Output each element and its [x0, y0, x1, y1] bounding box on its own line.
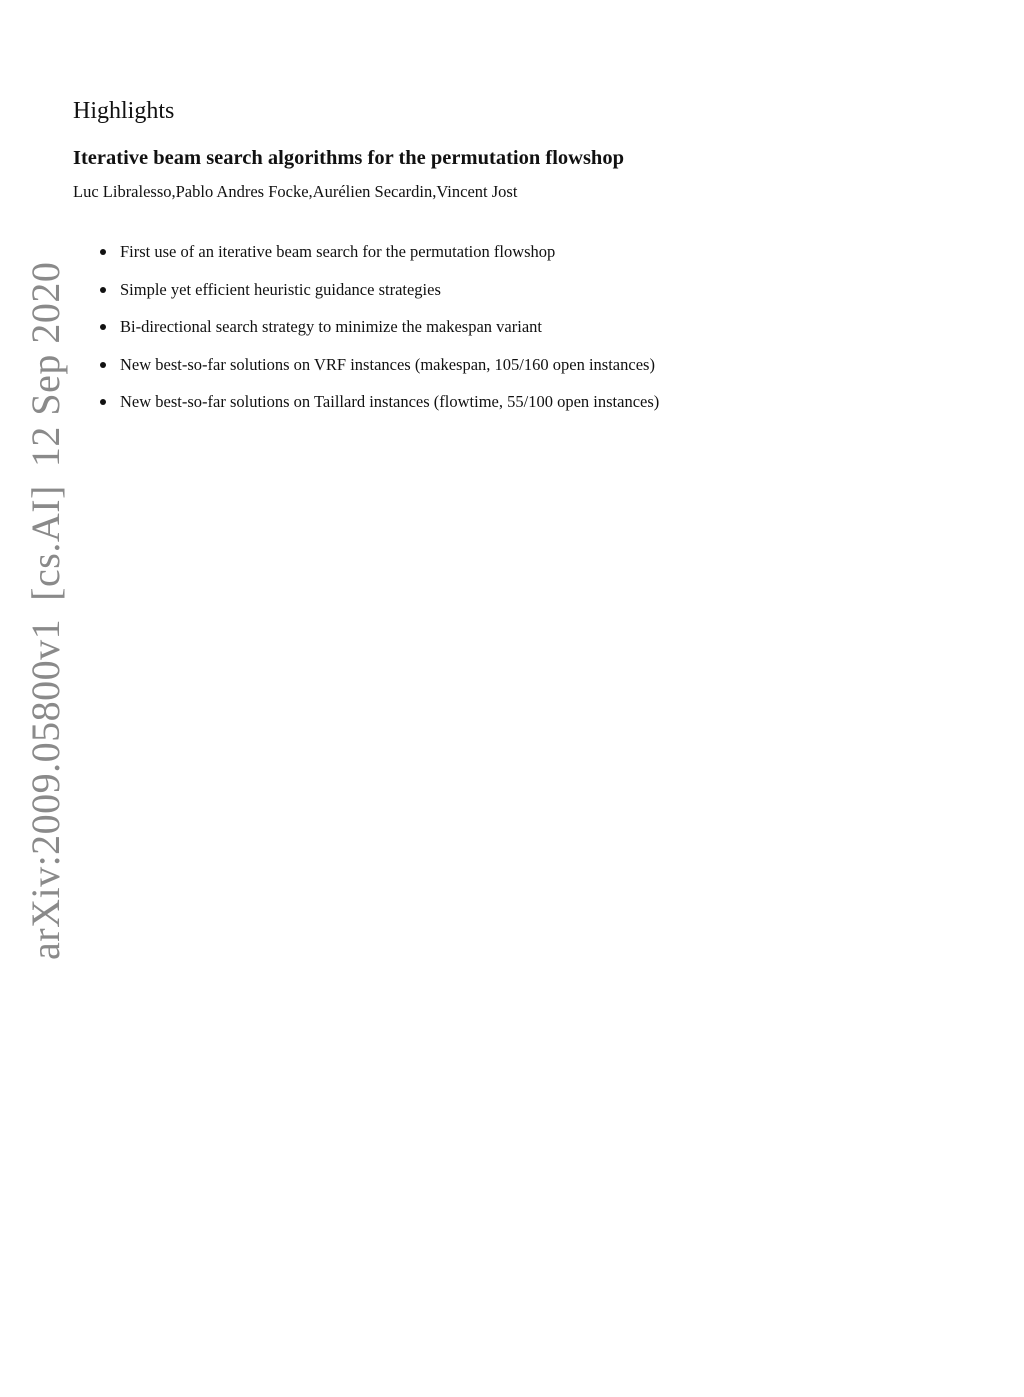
highlight-item	[100, 316, 659, 338]
bullet-icon	[100, 399, 106, 405]
highlight-text: First use of an iterative beam search for the permutation flowshop	[120, 242, 556, 261]
highlight-item	[100, 354, 659, 376]
highlights-list	[100, 241, 659, 429]
highlight-item	[100, 241, 659, 263]
highlight-item	[100, 391, 659, 413]
highlight-text: Simple yet efficient heuristic guidance strategies	[120, 279, 441, 299]
highlight-item	[100, 279, 659, 301]
highlights-heading: Highlights	[73, 98, 175, 124]
bullet-icon	[100, 249, 106, 255]
bullet-icon	[100, 324, 106, 330]
paper-title: Iterative beam search algorithms for the permutation flowshop	[73, 147, 624, 169]
arxiv-watermark	[23, 261, 68, 960]
bullet-icon	[100, 362, 106, 368]
highlight-text: New best-so-far solutions on VRF instances (makespan, 105/160 open instances)	[120, 354, 655, 374]
highlight-text: New best-so-far solutions on Taillard instances (flowtime, 55/100 open instances)	[120, 392, 660, 411]
highlight-text: Bi-directional search strategy to minimize the makespan variant	[120, 317, 542, 336]
arxiv-category: [cs.AI]	[23, 485, 68, 601]
arxiv-id: arXiv:2009.05800v1	[23, 618, 68, 960]
author-list: Luc Libralesso,Pablo Andres Focke,Aurélien Secardin,Vincent Jost	[73, 182, 518, 201]
arxiv-date: 12 Sep 2020	[23, 261, 68, 468]
bullet-icon	[100, 287, 106, 293]
